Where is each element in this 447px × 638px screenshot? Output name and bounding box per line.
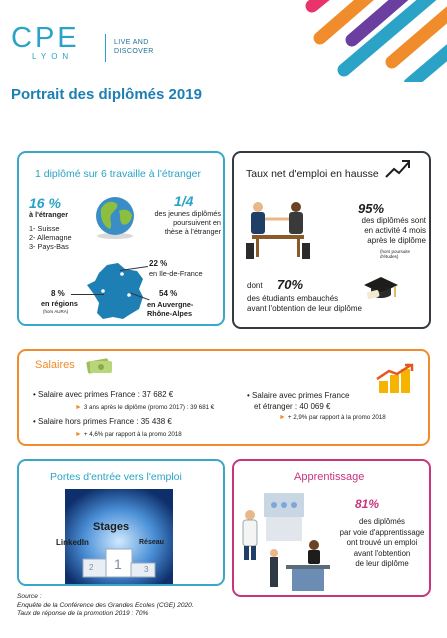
aura-percent: 54 % [159,289,178,298]
logo-divider [105,34,106,62]
graduation-cap-icon [362,275,400,301]
globe-icon [91,195,139,241]
podium-number-2: 2 [89,563,94,572]
handshake-meeting-icon [242,195,314,261]
international-card [17,151,225,326]
salary-item: • Salaire avec primes France : 37 682 € [33,390,174,399]
second-entry-label: LinkedIn [56,538,89,547]
aura-label: en Auvergne- Rhône-Alpes [147,300,194,318]
salary-item: • Salaire avec primes France et étranger : 40 069 € [247,391,350,411]
france-map-icon [85,261,151,323]
hired-text: des étudiants embauchés avant l'obtention de leur diplôme [247,294,362,313]
salary-subitem: ► 3 ans après le diplôme (promo 2017) : 39 681 € [75,404,215,411]
logo-tagline: LIVE AND DISCOVER [114,39,154,55]
abroad-label: à l'étranger [29,210,69,219]
page-title: Portrait des diplômés 2019 [11,86,202,103]
thesis-fraction: 1/4 [174,193,194,209]
map-pointer [71,294,104,295]
apprenticeship-card [232,459,431,597]
country-list [29,224,72,251]
salaries-heading: Salaires [35,359,75,371]
hired-percent: 70% [277,277,304,292]
country-item: 3- Pays-Bas [29,242,69,251]
decorative-stripes [292,0,447,82]
entry-points-card [17,459,225,586]
salary-subitem: ► + 4,6% par rapport à la promo 2018 [75,431,182,438]
idf-label: en Ile-de-France [149,269,203,278]
podium-number-1: 1 [114,556,122,572]
apprenticeship-heading: Apprentissage [294,471,365,483]
regions-note: (hors AURA) [43,309,69,314]
podium-number-3: 3 [144,565,149,574]
banknotes-icon [85,355,113,375]
logo-main: CPE [11,22,80,54]
salary-item: • Salaire hors primes France : 35 438 € [33,417,172,426]
coin-stacks-icon [375,363,419,395]
regions-percent: 8 % [51,289,65,298]
employment-percent: 95% [358,201,385,216]
employment-heading: Taux net d'emploi en hausse [246,168,379,180]
source-note: Source : Enquête de la Conférence des Grandes Ecoles (CGE) 2020. Taux de réponse de la promotion 2019 : 70% [17,593,194,617]
country-item: 2- Allemagne [29,233,72,242]
country-item: 1- Suisse [29,224,60,233]
cpe-lyon-logo [11,22,161,70]
lab-workers-icon [240,485,332,595]
first-entry-label: Stages [93,521,130,533]
employment-text: des diplômés sont en activité 4 mois après le diplôme [361,216,426,245]
employment-card [232,151,431,329]
idf-percent: 22 % [149,259,168,268]
apprenticeship-percent: 81% [355,497,380,511]
salaries-card [17,349,430,446]
apprenticeship-text: des diplômés par voie d'apprentissage ont trouvé un emploi avant l'obtention de leur diplôme [339,517,425,568]
third-entry-label: Réseau [139,539,164,546]
logo-sub: LYON [32,52,74,61]
employment-note: (hors poursuite d'études) [380,249,411,259]
dont-label: dont [247,281,263,290]
regions-label: en régions [41,299,78,308]
trend-up-icon [384,157,412,179]
international-heading: 1 diplômé sur 6 travaille à l'étranger [35,168,202,180]
thesis-text: des jeunes diplômés poursuivent en thèse à l'étranger [154,209,221,236]
salary-subitem: ► + 2,9% par rapport à la promo 2018 [279,414,386,421]
entry-heading: Portes d'entrée vers l'emploi [50,471,182,483]
abroad-percent: 16 % [29,195,61,211]
